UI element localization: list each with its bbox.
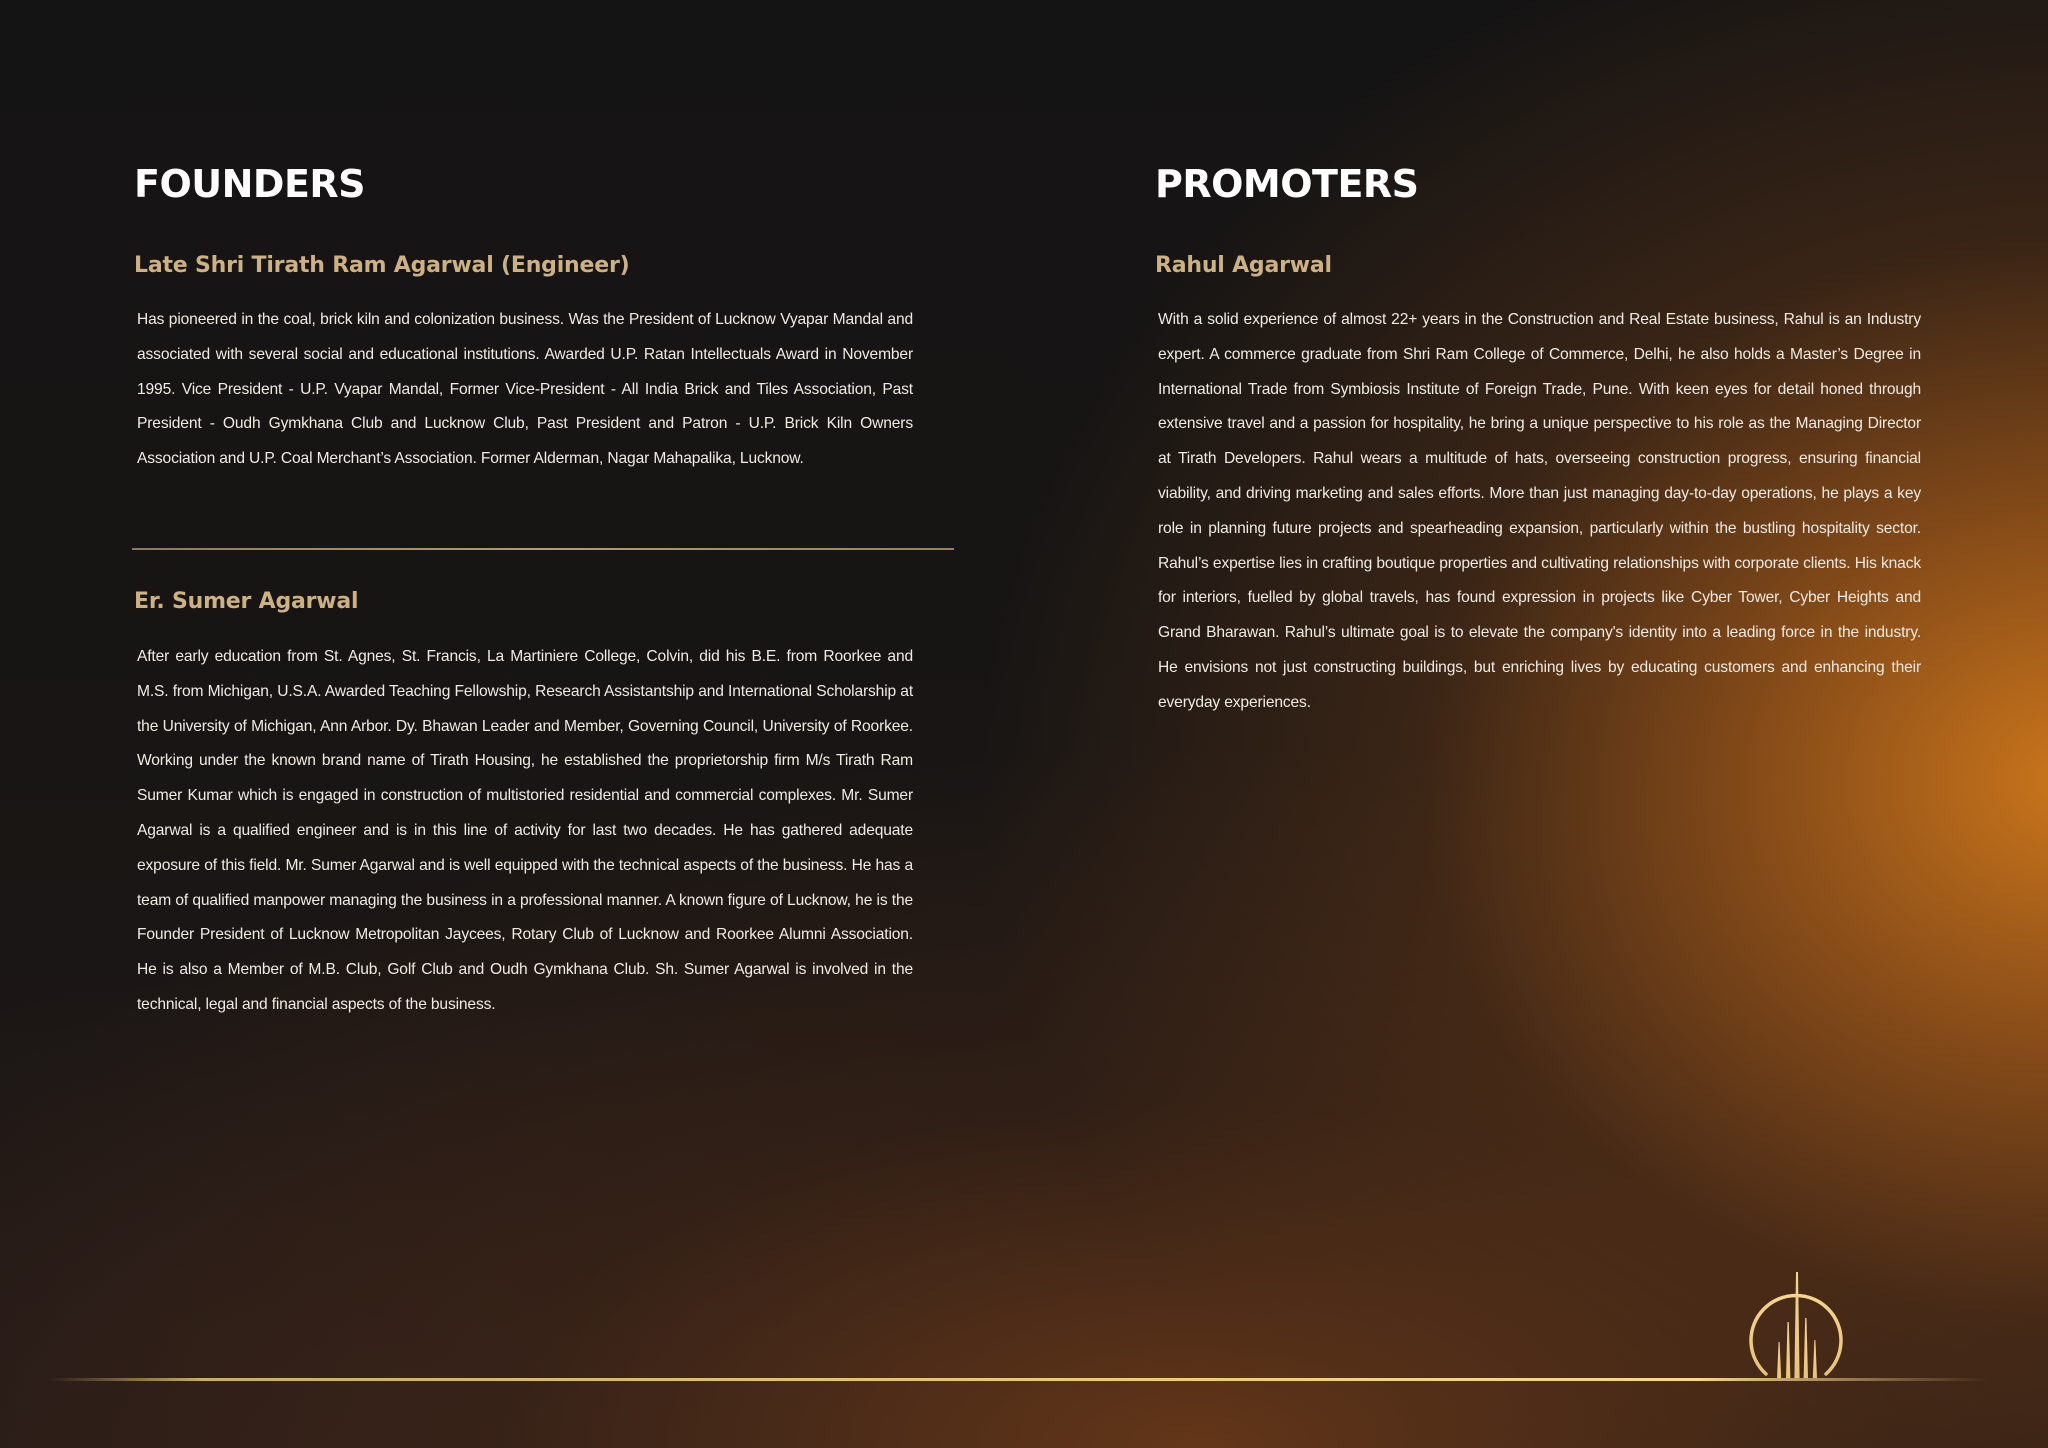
founder-bio-sumer: After early education from St. Agnes, St. Francis, La Martiniere College, Colvin, did his B.E. from Roorkee and M.S. from Michigan, U.S.A. Awarded Teaching Fellowship, Research Assistantship and International Scholarship at the University of Michigan, Ann Arbor. Dy. Bhawan Leader and Member, Governing Council, University of Roorkee. Working under the known brand name of Tirath Housing, he established the proprietorship firm M/s Tirath Ram Sumer Kumar which is engaged in construction of multistoried residential and commercial complexes. Mr. Sumer Agarwal is a qualified engineer and is in this line of activity for last two decades. He has gathered adequate exposure of this field. Mr. Sumer Agarwal and is well equipped with the technical aspects of the business. He has a team of qualified manpower managing the business in a professional manner. A known figure of Lucknow, he is the Founder President of Lucknow Metropolitan Jaycees, Rotary Club of Lucknow and Roorkee Alumni Association. He is also a Member of M.B. Club, Golf Club and Oudh Gymkhana Club. Sh. Sumer Agarwal is involved in the technical, legal and financial aspects of the business. [137,648,913,1013]
promoters-title: PROMOTERS [1155,162,1419,206]
founder-name-sumer: Er. Sumer Agarwal [134,589,359,614]
section-divider [132,548,954,550]
sunrise-towers-logo-icon [1742,1270,1852,1382]
founders-title: FOUNDERS [134,162,366,206]
founder-bio-tirath-ram: Has pioneered in the coal, brick kiln and colonization business. Was the President of Lucknow Vyapar Mandal and associated with several social and educational institutions. Awarded U.P. Ratan Intellectuals Award in November 1995. Vice President - U.P. Vyapar Mandal, Former Vice-President - All India Brick and Tiles Association, Past President - Oudh Gymkhana Club and Lucknow Club, Past President and Patron - U.P. Brick Kiln Owners Association and U.P. Coal Merchant’s Association. Former Alderman, Nagar Mahapalika, Lucknow. [137,311,913,468]
footer-rule [48,1378,1988,1381]
promoter-bio-rahul: With a solid experience of almost 22+ years in the Construction and Real Estate business, Rahul is an Industry expert. A commerce graduate from Shri Ram College of Commerce, Delhi, he also holds a Master’s Degree in International Trade from Symbiosis Institute of Foreign Trade, Pune. With keen eyes for detail honed through extensive travel and a passion for hospitality, he bring a unique perspective to his role as the Managing Director at Tirath Developers. Rahul wears a multitude of hats, overseeing construction progress, ensuring financial viability, and driving marketing and sales efforts. More than just managing day-to-day operations, he plays a key role in planning future projects and spearheading expansion, particularly within the bustling hospitality sector. Rahul’s expertise lies in crafting boutique properties and cultivating relationships with corporate clients. His knack for interiors, fuelled by global travels, has found expression in projects like Cyber Tower, Cyber Heights and Grand Bharawan. Rahul’s ultimate goal is to elevate the company's identity into a leading force in the industry. He envisions not just constructing buildings, but enriching lives by educating customers and enhancing their everyday experiences. [1158,311,1921,711]
promoter-name-rahul: Rahul Agarwal [1155,253,1332,278]
founder-name-tirath-ram: Late Shri Tirath Ram Agarwal (Engineer) [134,253,630,278]
